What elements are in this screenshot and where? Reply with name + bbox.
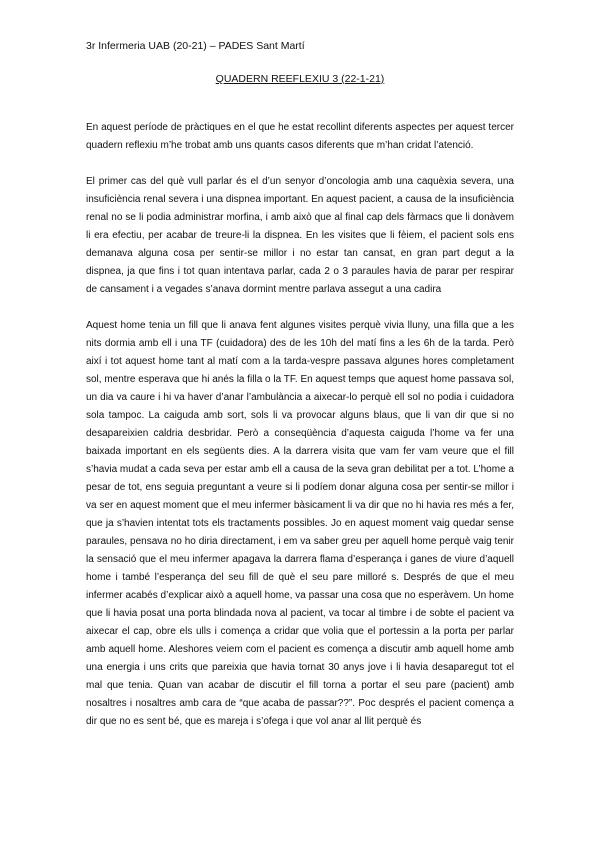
- paragraph-family-story: Aquest home tenia un fill que li anava fent algunes visites perquè vivia lluny, una filla que a les nits dormia amb ell i una TF (cuidadora) des de les 10h del matí fins a les 6h de la tarda. Però així i tot aquest home tant al matí com a la tarda-vespre passava algunes hores completament sol, mentre esperava que hi anés la filla o la TF. En aquest temps que aquest home passava sol, un dia va caure i hi va haver d’anar l’ambulància a aixecar-lo perquè ell sol no podia i cuidadora sola tampoc. La caiguda amb sort, sols li va provocar alguns blaus, que li van dir que si no desapareixien caldria desbridar. Però a conseqüència d’aquesta caiguda l’home va fer una baixada important en els següents dies. A la darrera visita que vam fer vam veure que el fill s’havia mudat a cada seva per estar amb ell a causa de la seva gran debilitat per a tot. L’home a pesar de tot, ens seguia preguntant a veure si li podíem donar alguna cosa per sentir-se millor i va ser en aquest moment que el meu infermer bàsicament li va dir que no hi havia res més a fer, que ja s’havien intentat tots els tractaments possibles. Jo en aquest moment vaig quedar sense paraules, pensava no ho diria directament, i em va saber greu per aquell home perquè vaig tenir la sensació que el meu infermer apagava la darrera flama d’esperança i ganes de viure d’aquell home i també l’esperança del seu fill de què el seu pare milloré s. Després de que el meu infermer acabés d’explicar això a aquell home, va passar una cosa que no esperàvem. Un home que li havia posat una porta blindada nova al pacient, va tocar al timbre i de sobte el pacient va aixecar el cap, obre els ulls i comença a cridar que volia que el portessin a la porta per parlar amb aquell home. Aleshores veiem com el pacient es comença a discutir amb aquell home amb una energia i uns crits que pareixia que havia tornat 30 anys jove i li havia desaparegut tot el mal que tenia. Quan van acabar de discutir el fill torna a portar el seu pare (pacient) amb nosaltres i nosaltres amb cara de “que acaba de passar??”. Poc després el pacient comença a dir que no es sent bé, que es mareja i s’ofega i que vol anar al llit perquè és: [86, 320, 514, 727]
- paragraph-first-case: El primer cas del què vull parlar és el d’un senyor d’oncologia amb una caquèxia severa, una insuficiència renal severa i una dispnea important. En aquest pacient, a causa de la insuficiència renal no se li podia administrar morfina, i amb això que al final cap dels fàrmacs que li donàvem li era efectiu, per acabar de treure-li la dispnea. En les visites que li fèiem, el pacient sols ens demanava alguna cosa per sentir-se millor i no estar tan cansat, en gran part degut a la dispnea, ja que fins i tot quan intentava parlar, cada 2 o 3 paraules havia de parar per respirar de cansament i a vegades s’anava dormint mentre parlava assegut a una cadira: [86, 176, 514, 295]
- document-title: QUADERN REEFLEXIU 3 (22-1-21): [215, 73, 385, 85]
- course-header: 3r Infermeria UAB (20-21) – PADES Sant Martí: [86, 40, 305, 52]
- paragraph-intro: En aquest període de pràctiques en el que he estat recollint diferents aspectes per aquest tercer quadern reflexiu m’he trobat amb uns quants casos diferents que m’han cridat l’atenció.: [86, 122, 514, 151]
